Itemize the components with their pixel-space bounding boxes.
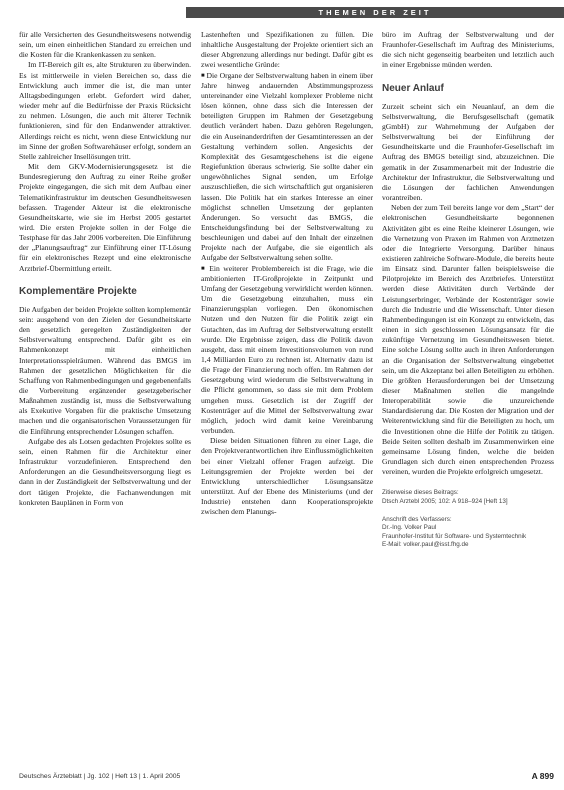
subheading-neuer-anlauf: Neuer Anlauf	[382, 82, 444, 94]
citation-label: Zitierweise dieses Beitrags:	[382, 489, 459, 497]
bullet-paragraph: ■ Die Organe der Selbstverwaltung haben in einem über Jahre hinweg andauernden Abstimmungsprozess untereinander eine Vielzahl komplexer Probleme nicht lösen können, ohne dass sich die Interessen der beteiligten Gruppen im Rahmen der Gesetzgebung deutlich verändert haben. Dazu gehören Regelungen, die ein Auseinanderdriften der Gesamtinteressen an der Gestaltung verhindern sollen. Angesichts der Komplexität des Gesamtgeschehens ist die eigene Regiefunktion überaus schwierig. Sie sollte daher ein ungewöhnliches Signal senden, um Erfolge auszuschließen, die sich wirtschaftlich gut organisieren lassen. Die Politik hat ein starkes Interesse an einer möglichst schnellen Umsetzung der geplanten Änderungen. So versucht das BMGS, die Entscheidungsfindung bei der Selbstverwaltung zu beschleunigen und dabei auf den Inhalt der einzelnen Projekte nach der Aufgabe, die sie eigentlich als Aufgabe der Selbstverwaltung sehen sollte.	[201, 71, 373, 264]
paragraph: Mit dem GKV-Modernisierungsgesetz ist die Bundesregierung den Auftrag zu einer Reihe großer Projekte eingegangen, die sich mit dem Aufbau einer Telematikinfrastruktur im deutschen Gesundheitswesen befassen. Tragender Akteur ist die elektronische Gesundheitskarte, wie sie im Herbst 2005 gestartet wird. Die ersten Projekte sollen in der Folge die Testphase für das Jahr 2006 vorbereiten. Die Einführung der „Planungsauftrag“ zur Einführung einer IT-Lösung für ein elektronisches Rezept und eine elektronische Arztbrief-Übermittlung erteilt.	[19, 162, 191, 273]
author-email: E-Mail: volker.paul@isst.fhg.de	[382, 541, 469, 549]
paragraph: Diese beiden Situationen führen zu einer Lage, die den Projektverantwortlichen ihre Einflussmöglichkeiten bei einer Vielzahl offener Fragen aufzeigt. Die Leitungsgremien der Projekte werden bei der Entwicklung unterschiedlicher Lösungsansätze unterstützt. Auf der Ebene des Ministeriums (und der Industrie) entstehen dann Kooperationsprojekte zwischen dem Planungs-	[201, 436, 373, 517]
paragraph: Die Aufgaben der beiden Projekte sollten komplementär sein: ausgehend von den Zielen der Gesundheitskarte den gesetzlich geregelten Zuständigkeiten der Selbstverwaltung entsprechend. Dafür gibt es ein Rahmenkonzept mit einheitlichen Interpretationsspielräumen. Während das BMGS im Rahmen der gesetzlichen Möglichkeiten für die Schaffung von Rahmenbedingungen und gegebenenfalls die Vorbereitung ergänzender gesetzgeberischer Maßnahmen zuständig ist, muss die Selbstverwaltung als Exekutive Vorgaben für die praktische Umsetzung machen und die organisatorischen Voraussetzungen für die Einführung entsprechender Lösungen schaffen.	[19, 304, 191, 436]
text-column-left	[19, 30, 191, 772]
paragraph: für alle Versicherten des Gesundheitswesens notwendig sein, um einen einheitlichen Standard zu erreichen und die Kosten für die Krankenkassen zu senken.	[19, 30, 191, 60]
page-footer	[19, 772, 554, 784]
author-institution: Fraunhofer-Institut für Software- und Systemtechnik	[382, 532, 527, 540]
text-column-right	[382, 30, 554, 772]
paragraph: Zurzeit scheint sich ein Neuanlauf, an dem die Selbstverwaltung, die Berufsgesellschaft (gematik gGmbH) zur Wahrnehmung der Aufgaben der Selbstverwaltung bei der Einführung der Gesundheitskarte und die Fraunhofer-Gesellschaft im Auftrag des BMGS beteiligt sind, abzuzeichnen. Die gematik in der Zusammenarbeit mit der Industrie die Architektur der Infrastruktur, die Selbstverwaltung und die Lösungen der fachlichen Anwendungen vorantreiben.	[382, 101, 554, 203]
paragraph: Aufgabe des als Lotsen gedachten Projektes sollte es sein, einen Rahmen für die Architektur einer Infrastruktur vorzudefinieren. Entsprechend den Anforderungen an die Gesundheitsversorgung liegt es dann in der Zuständigkeit der Selbstverwaltung und der dort tätigen Projekte, die Fachanwendungen mit konkreten Bauplänen in Form von	[19, 436, 191, 507]
journal-citation: Deutsches Ärzteblatt | Jg. 102 | Heft 13 | 1. April 2005	[19, 773, 181, 780]
bullet-paragraph: ■ Ein weiterer Problembereich ist die Frage, wie die ambitionierten IT-Großprojekte in Zeitpunkt und Umfang der Gesetzgebung verwirklicht werden können. Um die Gesetzgebung einzuhalten, muss ein Finanzierungsplan vorliegen. Den ökonomischen Nutzen und den Nutzen für die Politik zeigt ein Gutachten, das im Auftrag der Selbstverwaltung erstellt wurde. Die Ergebnisse zeigen, dass die Politik davon ausgeht, dass mit einem Investitionsvolumen von rund 1,4 Milliarden Euro zu rechnen ist. Alternativ dazu ist die Frage der Finanzierung noch offen. Im Rahmen der Gesetzgebung wird wiederum die Selbstverwaltung in die Pflicht genommen, so dass sie mit dem Problem umgehen muss. Gesetzlich ist der Zugriff der Kostenträger auf die Mittel der Selbstverwaltung zwar möglich, jedoch wird damit keine Vereinbarung verbunden.	[201, 264, 373, 437]
paragraph: Neben der zum Teil bereits lange vor dem „Start“ der elektronischen Gesundheitskarte begonnenen Aktivitäten gibt es eine Reihe kleinerer Lösungen, wie die Vernetzung von Praxen im Rahmen von Arztnetzen oder die Integrierte Versorgung. Darüber hinaus existieren zahlreiche Software-Module, die bereits heute im Einsatz sind. Darunter fallen beispielsweise die Pilotprojekte im Bereich des Arztbriefes. Unterstützt werden diese Aktivitäten durch Verbände der Leistungserbringer, Verbände der Kostenträger sowie durch die Industrie und die Wissenschaft. Unter diesen Rahmenbedingungen ist ein Konzept zu entwickeln, das einen in sich geschlossenen Lösungsansatz für die zukünftige Vernetzung im Gesundheitswesen bietet. Eine solche Lösung sollte auch in ihren Anforderungen an die Organisation der Selbstverwaltung eingebettet sein, um die Akzeptanz bei allen Beteiligten zu erhöhen. Die größten Herausforderungen bei der Umsetzung dieser Maßnahmen stellen die mangelnde Interoperabilität sowie die unzureichende Standardisierung dar. Die Kosten der Migration und der Weiterentwicklung sind für die Beteiligten zu hoch, um die Investitionen ohne die Hilfe der Politik zu tätigen. Beide Seiten sollten deshalb im Zusammenwirken eine gemeinsame Lösung finden, welche die beiden Grundlagen sich durch einen entsprechenden Prozess vereinen, wurden die Projekte erfolgreich umgesetzt.	[382, 203, 554, 477]
paragraph: büro im Auftrag der Selbstverwaltung und der Fraunhofer-Gesellschaft im Auftrag des Ministeriums, die sich nicht gegenseitig bearbeiten und letztlich auch in einer Ergebnisse münden werden.	[382, 30, 554, 70]
citation-block	[382, 489, 554, 550]
section-header: THEMEN DER ZEIT	[186, 7, 564, 18]
author-name: Dr.-Ing. Volker Paul	[382, 524, 437, 532]
text-column-middle	[201, 30, 373, 772]
paragraph: Lastenheften und Spezifikationen zu füllen. Die inhaltliche Ausgestaltung der Projekte orientiert sich an dieser Abgrenzung allerdings nur bedingt. Dafür gibt es zwei wesentliche Gründe:	[201, 30, 373, 70]
citation-reference: Dtsch Arztebl 2005; 102: A 918–924 [Heft 13]	[382, 498, 508, 505]
author-address-label: Anschrift des Verfassers:	[382, 515, 452, 523]
paragraph: Im IT-Bereich gilt es, alte Strukturen zu überwinden. Es ist mittlerweile in vielen Bereichen so, dass die Entwicklung auch immer die ist, die man unter Alltagsbedingungen erlebt. Gefordert wird daher, wieder mehr auf die Bedürfnisse der Praxis Rücksicht zu nehmen. Lösungen, die auch mit älterer Technik funktionieren, sind für den Endanwender attraktiver. Allerdings reicht es nicht, wenn diese Entwicklung nur im Sinne der großen Softwarehäuser erfolgt, sondern an Stelle zahlreicher Insellösungen tritt.	[19, 60, 191, 161]
page-number: A 899	[531, 771, 554, 781]
subheading-komplementaere-projekte: Komplementäre Projekte	[19, 285, 137, 297]
